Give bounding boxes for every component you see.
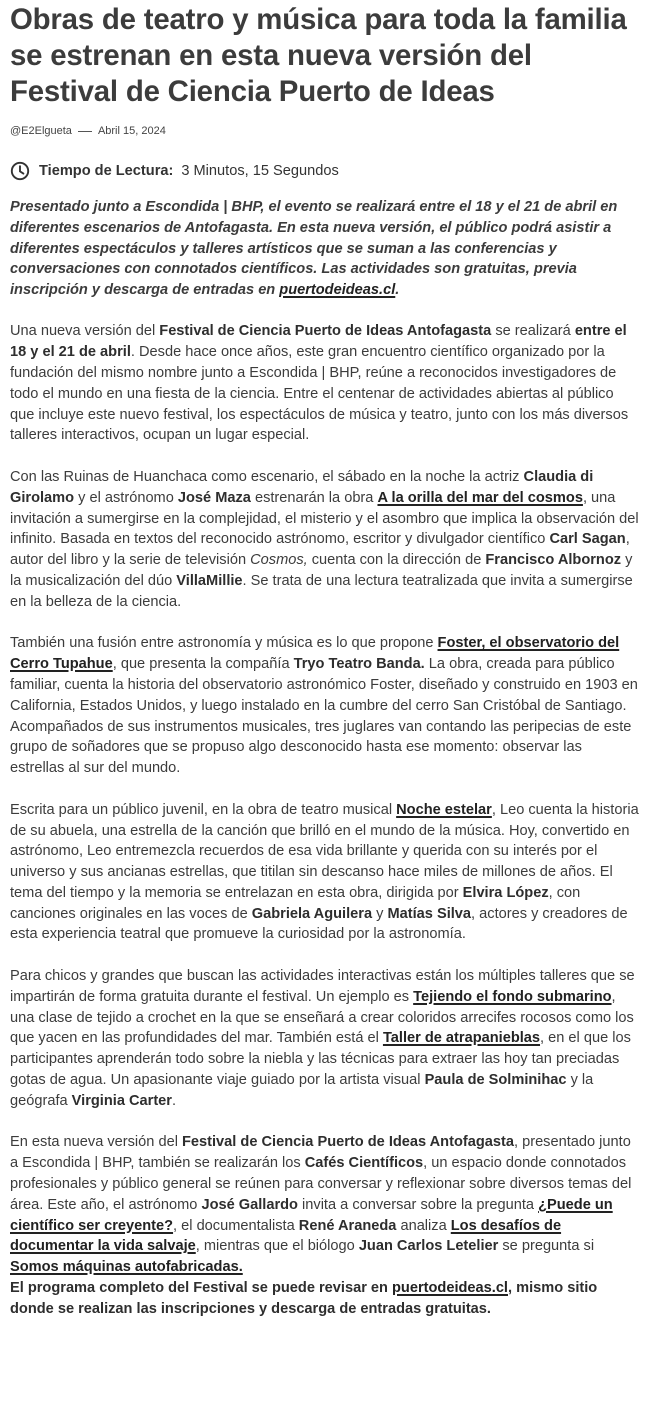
text: . — [171, 1092, 177, 1109]
text: , con canciones originales en las voces de — [10, 884, 581, 922]
bold-text: Cafés Científicos — [304, 1155, 424, 1172]
text: estrenarán la obra — [250, 489, 378, 506]
reading-time-value: 3 Minutos, 15 Segundos — [181, 163, 339, 179]
link-vida-salvaje[interactable]: Los desafíos de documentar la vida salvaje — [10, 1217, 562, 1255]
link-foster[interactable]: Foster, el observatorio del Cerro Tupahue — [10, 635, 620, 673]
lead-text-end: . — [395, 282, 400, 299]
text: . Se trata de una lectura teatralizada que invita a sumergirse en la belleza de la ciencia. — [10, 572, 633, 610]
paragraph-1 — [10, 321, 640, 446]
text: invita a conversar sobre la pregunta — [297, 1196, 539, 1213]
text: , presentado junto a Escondida | BHP, también se realizarán los — [10, 1134, 631, 1172]
paragraph-5 — [10, 966, 640, 1112]
text: Para chicos y grandes que buscan las actividades interactivas están los múltiples talleres que se impartirán de forma gratuita durante el festival. Un ejemplo es — [10, 968, 635, 1005]
link-cientifico-creyente[interactable]: ¿Puede un científico ser creyente? — [10, 1196, 613, 1234]
reading-time — [10, 161, 640, 181]
link-atrapanieblas[interactable]: Taller de atrapanieblas — [382, 1030, 541, 1047]
bold-text: entre el 18 y el 21 de abril — [10, 323, 627, 361]
text: Escrita para un público juvenil, en la obra de teatro musical — [10, 801, 397, 818]
bold-text: José Gallardo — [201, 1196, 298, 1213]
text: y la geógrafa — [10, 1072, 594, 1109]
link-puertodeideas-footer[interactable]: puertodeideas.cl — [392, 1280, 508, 1297]
paragraph-2 — [10, 467, 640, 613]
lead-paragraph — [10, 197, 640, 301]
text: También una fusión entre astronomía y música es lo que propone — [10, 635, 438, 652]
text: se realizará — [491, 323, 575, 340]
author-link[interactable]: @E2Elgueta — [10, 125, 72, 137]
bold-text: Elvira López — [462, 884, 549, 901]
article-meta — [10, 125, 640, 137]
text: y — [372, 905, 388, 922]
bold-text: Festival de Ciencia Puerto de Ideas Antofagasta — [182, 1134, 514, 1151]
bold-text: Tryo Teatro Banda. — [293, 656, 425, 673]
bold-text: José Maza — [177, 489, 251, 506]
text: y el astrónomo — [74, 489, 178, 506]
text: , en el que los participantes aprenderán todo sobre la niebla y las técnicas para extraer las hoy tan preciadas gotas de agua. Un apasionante viaje guiado por la artista visual — [10, 1030, 631, 1089]
italic-text: Cosmos, — [250, 552, 308, 569]
bold-text: Festival de Ciencia Puerto de Ideas Antofagasta — [159, 323, 492, 340]
text: , una clase de tejido a crochet en la que se enseñará a crear coloridos arrecifes rocosos como los que yacen en las profundidades del mar. También está el — [10, 988, 634, 1047]
text: . Desde hace once años, este gran encuentro científico organizado por la fundación del mismo nombre junto a Escondida | BHP, reúne a reconocidos investigadores de todo el mundo en una fiesta de la ciencia. Entre el centenar de actividades abiertas al público que incluye este nuevo festival, los espectáculos de música y teatro, junto con los más diversos talleres interactivos, ocupan un lugar especial. — [10, 344, 629, 444]
text: , actores y creadores de esta experiencia teatral que promueve la curiosidad por la astronomía. — [10, 905, 628, 943]
bold-text: Claudia di Girolamo — [10, 468, 594, 506]
link-a-la-orilla[interactable]: A la orilla del mar del cosmos — [377, 489, 583, 506]
text: se pregunta si — [498, 1238, 595, 1255]
text: , una invitación a sumergirse en la complejidad, el misterio y el asombro que implica la observación del infinito. Basada en textos del reconocido astrónomo, escritor y divulgador científico — [10, 489, 639, 548]
text: y la musicalización del dúo — [10, 552, 633, 589]
article-title: Obras de teatro y música para toda la familia se estrenan en esta nueva versión del Festival de Ciencia Puerto de Ideas — [10, 3, 627, 108]
clock-icon — [10, 161, 30, 181]
lead-text: Presentado junto a Escondida | BHP, el evento se realizará entre el 18 y el 21 de abril en diferentes escenarios de Antofagasta. En esta nueva versión, el público podrá asistir a diferentes espectáculos y talleres artísticos que se suman a las conferencias y conversaciones con connotados científicos. Las actividades son gratuitas, previa inscripción y descarga de entradas en — [10, 199, 618, 299]
text: , que presenta la compañía — [112, 656, 294, 673]
publish-date: Abril 15, 2024 — [97, 125, 166, 137]
text: , el documentalista — [173, 1217, 299, 1234]
bold-text: Matías Silva — [387, 905, 472, 922]
bold-text: Carl Sagan — [549, 531, 626, 548]
text: En esta nueva versión del — [10, 1134, 182, 1151]
lead-link-puertodeideas[interactable]: puertodeideas.cl — [279, 282, 396, 299]
link-tejiendo[interactable]: Tejiendo el fondo submarino — [413, 988, 612, 1005]
paragraph-3 — [10, 633, 640, 779]
link-noche-estelar[interactable]: Noche estelar — [396, 801, 492, 818]
bold-text: VillaMillie — [176, 572, 243, 589]
bold-text: Juan Carlos Letelier — [358, 1238, 499, 1255]
bold-text: Paula de Solminihac — [424, 1072, 567, 1089]
bold-text: Gabriela Aguilera — [251, 905, 373, 922]
bold-text: Virginia Carter — [71, 1092, 172, 1109]
text: analiza — [396, 1217, 451, 1234]
bold-text: René Araneda — [298, 1217, 397, 1234]
reading-time-label: Tiempo de Lectura: — [39, 163, 174, 179]
paragraph-6 — [10, 1132, 640, 1319]
bold-text: , mismo sitio donde se realizan las inscripciones y descarga de entradas gratuitas. — [10, 1280, 598, 1317]
text: , Leo cuenta la historia de su abuela, una estrella de la canción que brilló en el mundo de la música. Hoy, convertido en astrónomo, Leo entremezcla recuerdos de esa vida brillante y querida con su interés por el universo y sus ancianas estrellas, que titilan sin descanso hace miles de millones de años. El tema del tiempo y la memoria se entrelazan en esta obra, dirigida por — [10, 801, 639, 901]
text: La obra, creada para público familiar, cuenta la historia del observatorio astronómico Foster, diseñado y construido en 1903 en California, Estados Unidos, y luego instalado en la cumbre del cerro San Cristóbal de Santiago. Acompañados de sus instrumentos musicales, tres juglares van contando las peripecias de este grupo de soñadores que se propuso algo desconocido hasta ese momento: observar las estrellas al sur del mundo. — [10, 656, 638, 777]
text: , un espacio donde connotados profesionales y público general se reúnen para conversar y reflexionar sobre diversos temas del área. Este año, el astrónomo — [10, 1155, 632, 1213]
text: , mientras que el biólogo — [195, 1238, 359, 1255]
text: , autor del libro y la serie de televisión — [10, 531, 630, 569]
bold-text: Francisco Albornoz — [485, 552, 622, 569]
meta-separator — [78, 131, 92, 132]
text: Con las Ruinas de Huanchaca como escenario, el sábado en la noche la actriz — [10, 468, 524, 485]
link-maquinas-autofabricadas[interactable]: Somos máquinas autofabricadas. — [10, 1259, 243, 1276]
bold-text: El programa completo del Festival se puede revisar en — [10, 1280, 393, 1297]
text: Una nueva versión del — [10, 323, 160, 340]
text: cuenta con la dirección de — [307, 552, 486, 569]
paragraph-4 — [10, 800, 640, 946]
